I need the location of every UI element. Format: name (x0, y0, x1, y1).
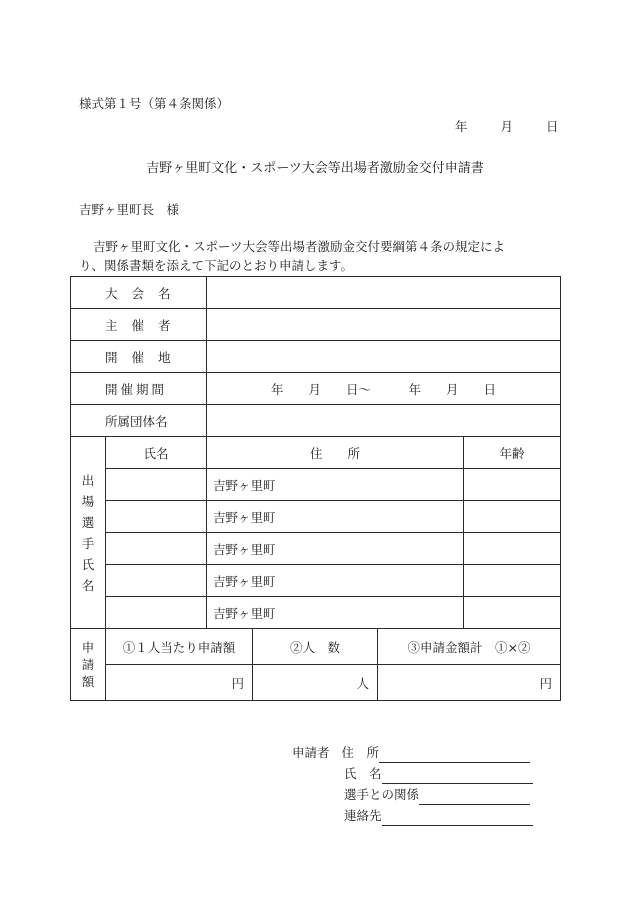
signature-block (292, 742, 533, 826)
participant-age-field[interactable] (464, 597, 561, 629)
amount-per-person-field[interactable]: 円 (106, 665, 253, 701)
event-name-label: 大会名 (71, 277, 207, 309)
contact-line-field[interactable] (382, 811, 533, 826)
participant-row (71, 501, 561, 533)
relation-line-field[interactable] (419, 790, 530, 805)
period-field[interactable]: 年 月 日～ 年 月 日 (207, 373, 561, 405)
applicant-label: 申請者 (292, 745, 330, 760)
participant-name-field[interactable] (106, 501, 207, 533)
address-label: 住 所 (341, 745, 380, 760)
col-name-header: 氏名 (106, 437, 207, 469)
col-address-header: 住 所 (207, 437, 464, 469)
group-row (71, 405, 561, 437)
participant-age-field[interactable] (464, 565, 561, 597)
participant-name-field[interactable] (106, 533, 207, 565)
document-title: 吉野ヶ里町文化・スポーツ大会等出場者激励金交付申請書 (146, 161, 484, 176)
participant-address-field[interactable]: 吉野ヶ里町 (207, 501, 464, 533)
period-label: 開催期間 (71, 373, 207, 405)
col-age-header: 年齢 (464, 437, 561, 469)
participant-address-field[interactable]: 吉野ヶ里町 (207, 597, 464, 629)
date-line (455, 117, 559, 135)
organizer-label: 主催者 (71, 309, 207, 341)
participant-address-field[interactable]: 吉野ヶ里町 (207, 469, 464, 501)
date-month: 月 (500, 119, 514, 134)
address-line-field[interactable] (379, 748, 530, 763)
participant-age-field[interactable] (464, 469, 561, 501)
body-text (79, 237, 559, 275)
contact-label: 連絡先 (344, 808, 382, 823)
amount-label: 申 請 額 (71, 629, 106, 701)
participant-age-field[interactable] (464, 501, 561, 533)
amount-total-field[interactable]: 円 (378, 665, 561, 701)
signature-relation-row (292, 784, 533, 805)
name-label: 氏 名 (344, 766, 382, 781)
event-name-row (71, 277, 561, 309)
organizer-row (71, 309, 561, 341)
participant-name-field[interactable] (106, 469, 207, 501)
venue-field[interactable] (207, 341, 561, 373)
amount-count-field[interactable]: 人 (253, 665, 378, 701)
name-line-field[interactable] (382, 769, 533, 784)
group-label: 所属団体名 (71, 405, 207, 437)
participant-row (71, 533, 561, 565)
participant-name-field[interactable] (106, 597, 207, 629)
amount-header-row (71, 629, 561, 665)
relation-label: 選手との関係 (344, 787, 420, 802)
event-name-field[interactable] (207, 277, 561, 309)
signature-name-row (292, 763, 533, 784)
participants-label: 出 場 選 手 氏 名 (71, 437, 106, 629)
venue-label: 開催地 (71, 341, 207, 373)
participant-age-field[interactable] (464, 533, 561, 565)
addressee: 吉野ヶ里町長 様 (79, 202, 180, 217)
participant-address-field[interactable]: 吉野ヶ里町 (207, 565, 464, 597)
date-day: 日 (546, 119, 559, 134)
venue-row (71, 341, 561, 373)
participant-name-field[interactable] (106, 565, 207, 597)
application-table (70, 276, 561, 701)
date-year: 年 (455, 119, 468, 134)
period-row (71, 373, 561, 405)
amount-per-person-header: ①１人当たり申請額 (106, 629, 253, 665)
body-line-1: 吉野ヶ里町文化・スポーツ大会等出場者激励金交付要綱第４条の規定によ (93, 239, 506, 254)
participant-address-field[interactable]: 吉野ヶ里町 (207, 533, 464, 565)
body-line-2: り、関係書類を添えて下記のとおり申請します。 (79, 258, 354, 273)
amount-total-header: ③申請金額計 ①×② (378, 629, 561, 665)
signature-contact-row (292, 805, 533, 826)
participant-row (71, 469, 561, 501)
participant-row (71, 565, 561, 597)
signature-address-row (292, 742, 533, 763)
organizer-field[interactable] (207, 309, 561, 341)
participants-header-row (71, 437, 561, 469)
participant-row (71, 597, 561, 629)
group-field[interactable] (207, 405, 561, 437)
amount-count-header: ②人 数 (253, 629, 378, 665)
amount-value-row (71, 665, 561, 701)
form-number: 様式第１号（第４条関係） (79, 96, 230, 111)
